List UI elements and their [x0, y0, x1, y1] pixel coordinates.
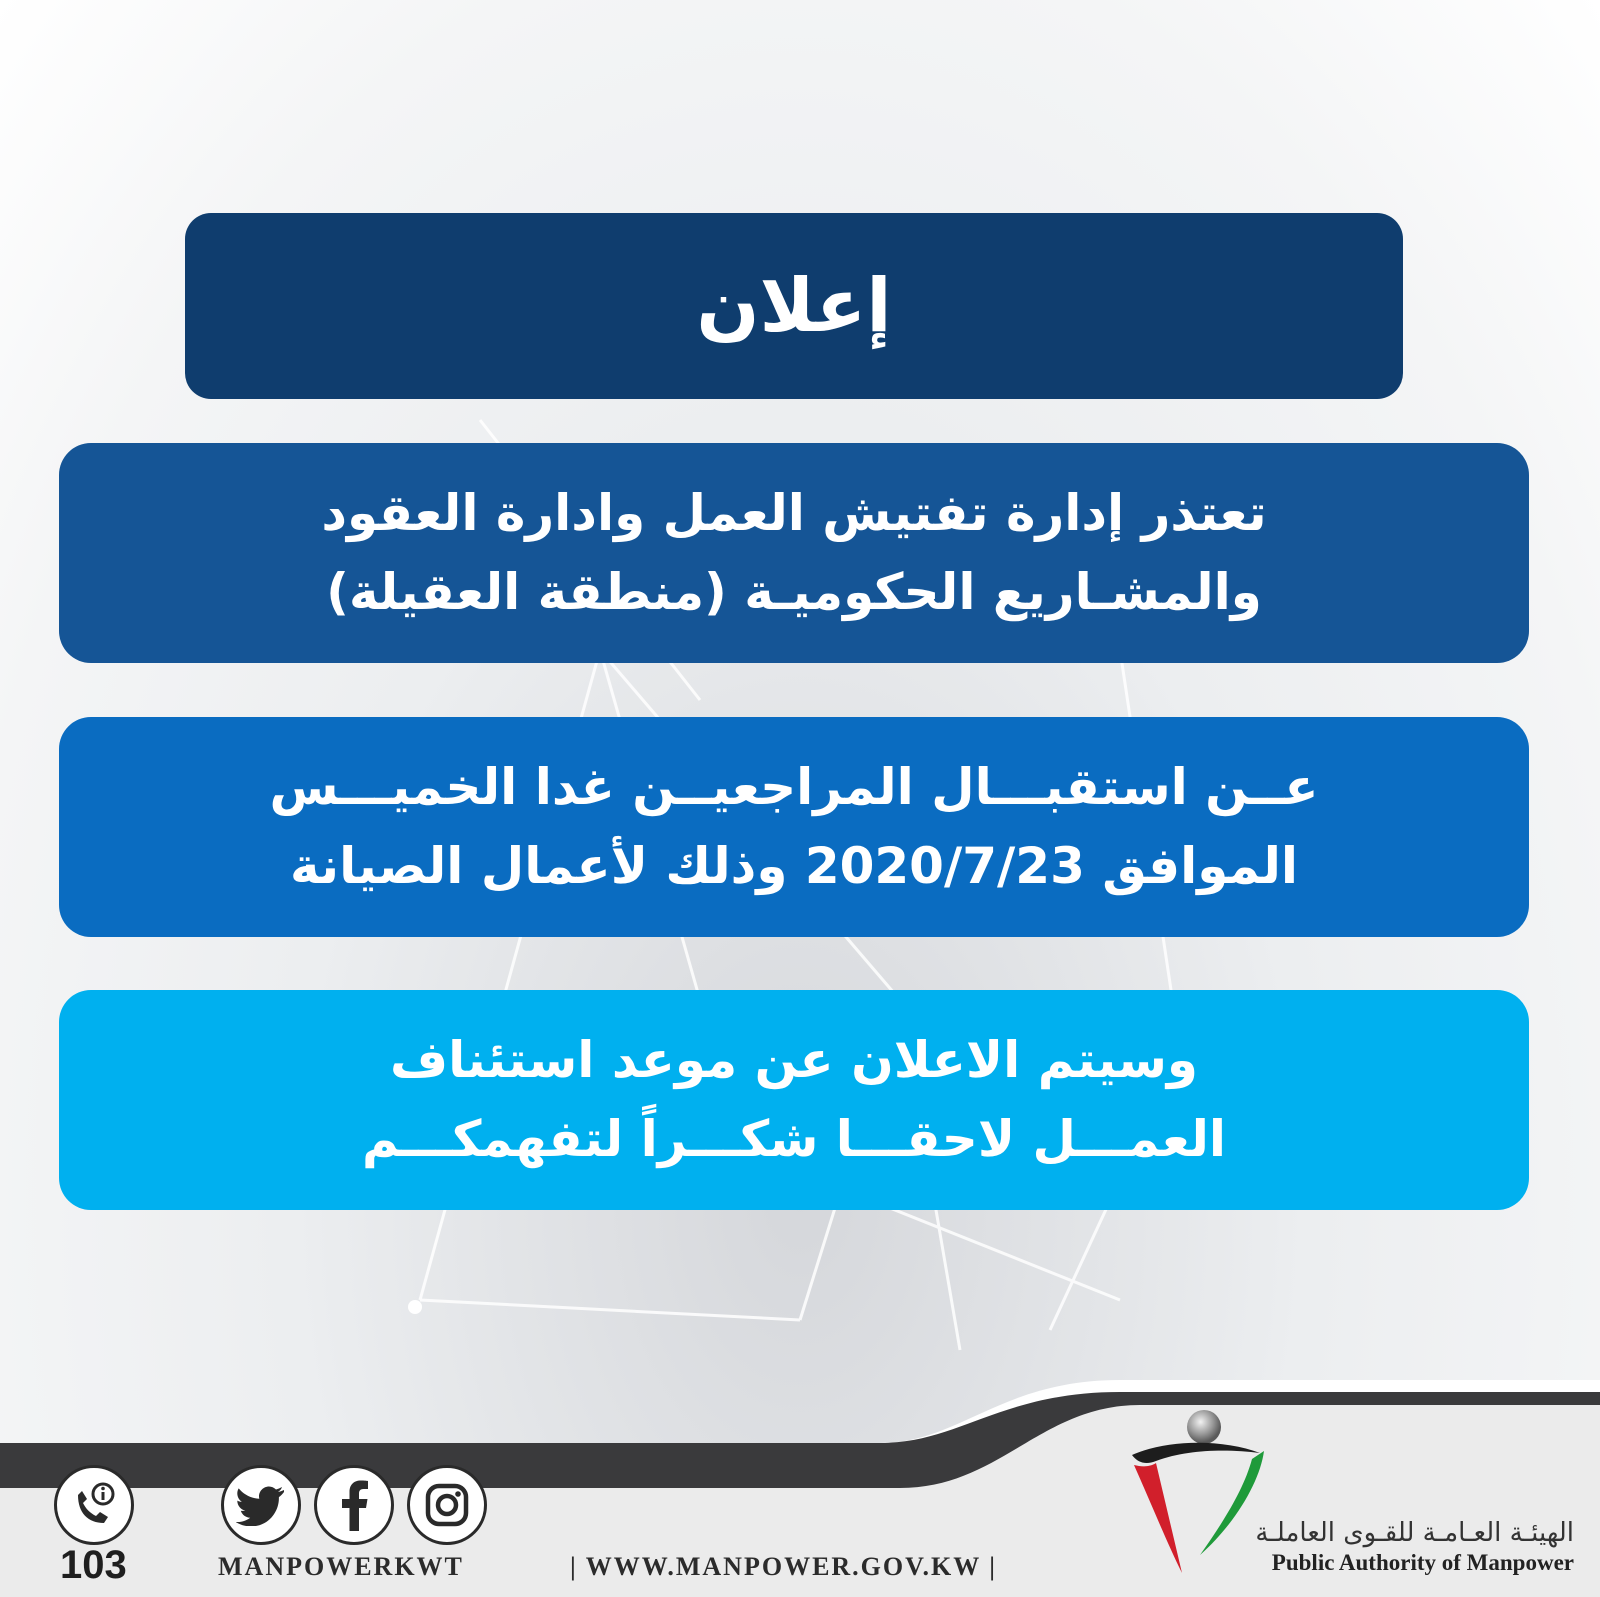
announcement-title: إعلان — [696, 263, 892, 349]
logo-name-english: Public Authority of Manpower — [1271, 1550, 1574, 1575]
hotline-number: 103 — [60, 1543, 127, 1587]
twitter-icon[interactable] — [221, 1465, 301, 1545]
message-3-line-1: وسيتم الاعلان عن موعد استئناف — [390, 1030, 1198, 1089]
message-box-2 — [59, 717, 1529, 937]
message-box-3 — [59, 990, 1529, 1210]
message-1-line-1: تعتذر إدارة تفتيش العمل وادارة العقود — [321, 483, 1267, 542]
website-link[interactable]: | WWW.MANPOWER.GOV.KW | — [570, 1552, 998, 1581]
message-box-1 — [59, 443, 1529, 663]
social-handle[interactable]: MANPOWERKWT — [218, 1552, 464, 1581]
announcement-title-box — [185, 213, 1403, 399]
message-2-line-1: عــن استقبـــال المراجعيــن غدا الخميـــس — [269, 757, 1319, 816]
facebook-icon[interactable] — [314, 1465, 394, 1545]
message-2-line-2: الموافق 2020/7/23 وذلك لأعمال الصيانة — [289, 837, 1299, 895]
logo-name-arabic: الهيئـة العـامـة للقـوى العاملـة — [1255, 1518, 1574, 1548]
message-1-line-2: والمشـاريع الحكوميـة (منطقة العقيلة) — [326, 563, 1262, 621]
info-phone-icon[interactable] — [54, 1465, 134, 1545]
message-3-line-2: العمـــل لاحقـــا شكـــراً لتفهمكـــم — [361, 1110, 1227, 1168]
instagram-icon[interactable] — [407, 1465, 487, 1545]
